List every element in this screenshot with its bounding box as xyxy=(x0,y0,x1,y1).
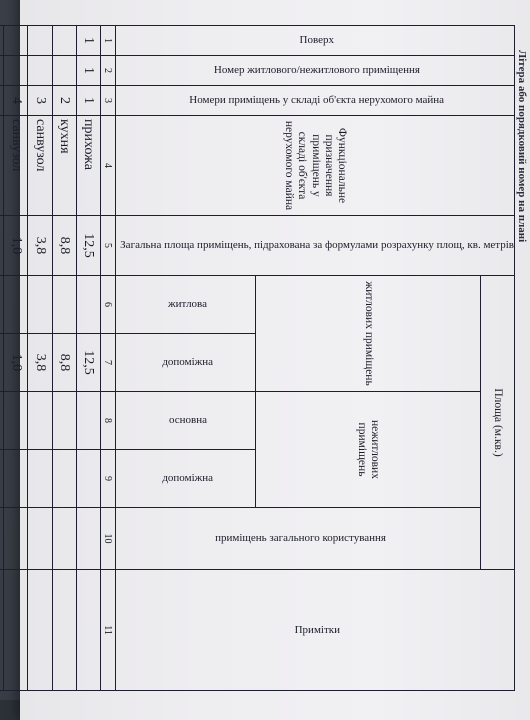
cell-notes xyxy=(28,570,52,691)
col-num: 3 xyxy=(100,86,115,116)
cell-auxiliary-2 xyxy=(4,450,28,508)
header-area-group: Площа (м.кв.) xyxy=(481,276,515,570)
cell-common xyxy=(0,508,4,570)
col-num: 8 xyxy=(100,392,115,450)
cell-total-area: 3,8 xyxy=(28,216,52,276)
cell-auxiliary-2 xyxy=(52,450,76,508)
header-total-area: Загальна площа приміщень, підрахована за формулами розрахунку площ, кв. метрів xyxy=(115,216,514,276)
cell-purpose: кухня xyxy=(52,116,76,216)
header-auxiliary-2: допоміжна xyxy=(115,450,255,508)
header-residential: житлових приміщень xyxy=(256,276,481,392)
table-row xyxy=(4,26,28,691)
page-header: Літера або порядковий номер на плані xyxy=(516,50,528,243)
cell-notes xyxy=(76,570,100,691)
cell-main xyxy=(28,392,52,450)
table-row xyxy=(76,26,100,691)
header-living: житлова xyxy=(115,276,255,334)
cell-room: 3 xyxy=(28,86,52,116)
cell-floor xyxy=(28,26,52,56)
col-num: 4 xyxy=(100,116,115,216)
cell-purpose xyxy=(0,116,4,216)
cell-common xyxy=(4,508,28,570)
cell-auxiliary: 8,8 xyxy=(52,334,76,392)
cell-purpose: санвузол xyxy=(28,116,52,216)
cell-notes xyxy=(0,570,4,691)
cell-room: 4 xyxy=(4,86,28,116)
col-num: 5 xyxy=(100,216,115,276)
cell-room xyxy=(0,86,4,116)
cell-living xyxy=(0,276,4,334)
cell-auxiliary-2 xyxy=(28,450,52,508)
cell-notes xyxy=(4,570,28,691)
cell-total-area: 8,8 xyxy=(52,216,76,276)
area-table xyxy=(0,25,515,691)
cell-auxiliary: 1,0 xyxy=(4,334,28,392)
cell-common xyxy=(52,508,76,570)
cell-common xyxy=(76,508,100,570)
cell-auxiliary-2 xyxy=(0,450,4,508)
column-number-row xyxy=(100,26,115,691)
col-num: 10 xyxy=(100,508,115,570)
cell-living xyxy=(28,276,52,334)
cell-total-area xyxy=(0,216,4,276)
col-num: 11 xyxy=(100,570,115,691)
cell-living xyxy=(4,276,28,334)
cell-purpose: прихожа xyxy=(76,116,100,216)
table-row xyxy=(28,26,52,691)
col-num: 7 xyxy=(100,334,115,392)
cell-living xyxy=(52,276,76,334)
header-main: основна xyxy=(115,392,255,450)
header-purpose: Функціональне призначення приміщень у складі об'єкта нерухомого майна xyxy=(115,116,514,216)
cell-room: 2 xyxy=(52,86,76,116)
cell-unit xyxy=(4,56,28,86)
cell-total-area: 12,5 xyxy=(76,216,100,276)
cell-auxiliary xyxy=(0,334,4,392)
cell-total-area: 1,0 xyxy=(4,216,28,276)
cell-floor: 1 xyxy=(76,26,100,56)
header-notes: Примітки xyxy=(115,570,514,691)
cell-common xyxy=(28,508,52,570)
cell-auxiliary-2 xyxy=(76,450,100,508)
cell-unit xyxy=(52,56,76,86)
header-floor: Поверх xyxy=(115,26,514,56)
cell-floor xyxy=(0,26,4,56)
cell-floor xyxy=(52,26,76,56)
cell-room: 1 xyxy=(76,86,100,116)
cell-auxiliary: 12,5 xyxy=(76,334,100,392)
cell-living xyxy=(76,276,100,334)
col-num: 2 xyxy=(100,56,115,86)
cell-main xyxy=(0,392,4,450)
header-nonresidential: нежитлових приміщень xyxy=(256,392,481,508)
col-num: 1 xyxy=(100,26,115,56)
cell-main xyxy=(4,392,28,450)
rotated-table-frame xyxy=(8,25,515,690)
header-room-numbers: Номери приміщень у складі об'єкта нерухомого майна xyxy=(115,86,514,116)
table-row xyxy=(0,26,4,691)
cell-auxiliary: 3,8 xyxy=(28,334,52,392)
header-unit-number: Номер житлового/нежитлового приміщення xyxy=(115,56,514,86)
cell-unit: 1 xyxy=(76,56,100,86)
cell-main xyxy=(52,392,76,450)
col-num: 9 xyxy=(100,450,115,508)
cell-unit xyxy=(0,56,4,86)
cell-floor xyxy=(4,26,28,56)
cell-unit xyxy=(28,56,52,86)
cell-main xyxy=(76,392,100,450)
table-row xyxy=(52,26,76,691)
cell-purpose: санвузол xyxy=(4,116,28,216)
col-num: 6 xyxy=(100,276,115,334)
header-auxiliary: допоміжна xyxy=(115,334,255,392)
header-common: приміщень загального користування xyxy=(115,508,480,570)
cell-notes xyxy=(52,570,76,691)
